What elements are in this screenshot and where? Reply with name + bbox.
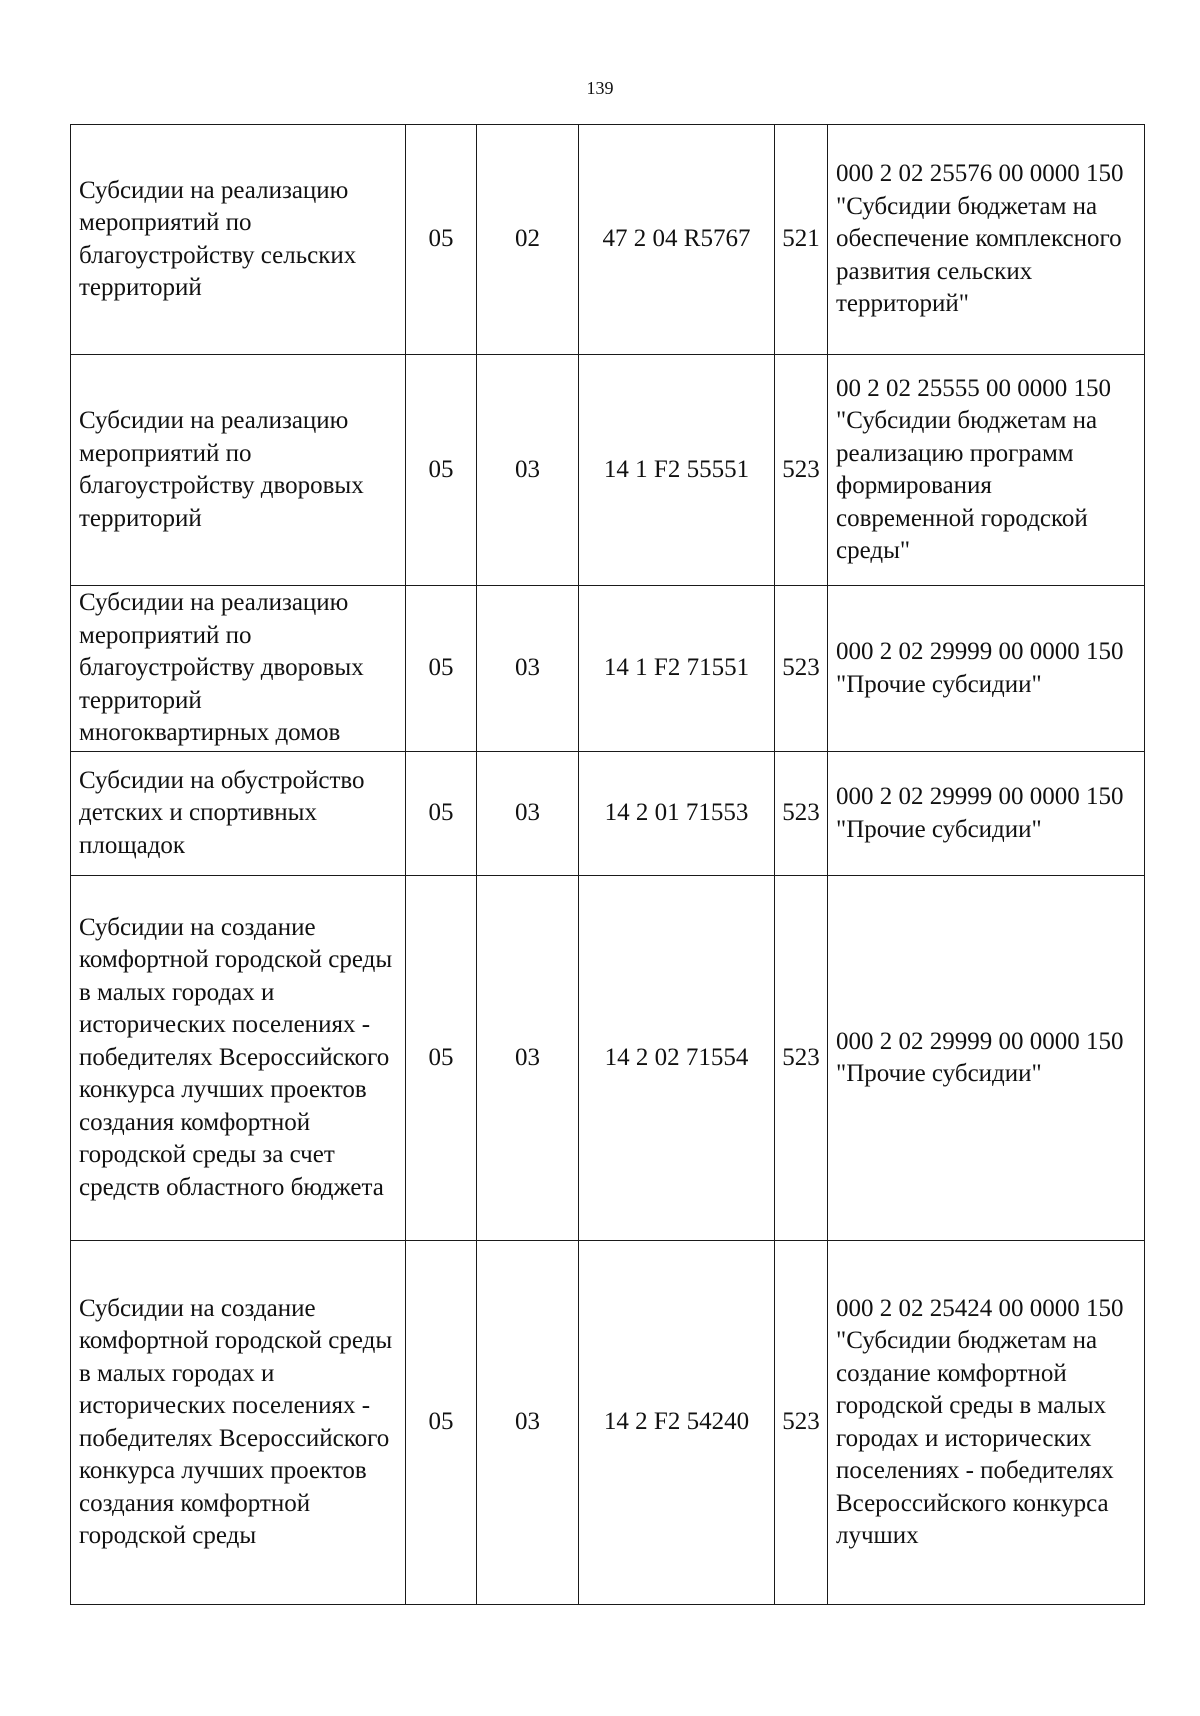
target-article-code: 14 2 01 71553 [579, 752, 775, 876]
expense-type-code: 523 [775, 355, 828, 586]
subsection-code: 03 [477, 586, 579, 752]
target-article-code: 14 2 02 71554 [579, 876, 775, 1241]
page-number: 139 [586, 78, 614, 98]
target-article-code: 14 2 F2 54240 [579, 1241, 775, 1605]
table-row [71, 752, 1145, 876]
row-name-cell [71, 1241, 406, 1605]
row-name: Субсидии на реализацию мероприятий по благоустройству сельских территорий [79, 176, 357, 301]
table-row [71, 125, 1145, 355]
income-code: 000 2 02 25424 00 0000 150 "Субсидии бюджетам на создание комфортной городской среды в малых городах и исторических поселениях - победителях Всероссийского конкурса лучших [836, 1294, 1124, 1549]
section-code: 05 [406, 125, 477, 355]
expense-type-code: 523 [775, 586, 828, 752]
row-name-cell [71, 752, 406, 876]
subsection-code: 02 [477, 125, 579, 355]
income-code: 00 2 02 25555 00 0000 150 "Субсидии бюджетам на реализацию программ формирования современной городской среды" [836, 374, 1111, 564]
row-name: Субсидии на создание комфортной городской среды в малых городах и исторических поселениях - победителях Всероссийского конкурса лучших проектов создания комфортной городской среды за счет средств областного бюджета [79, 913, 393, 1201]
income-code-cell [828, 1241, 1145, 1605]
target-article-code: 14 1 F2 71551 [579, 586, 775, 752]
table-row [71, 1241, 1145, 1605]
income-code: 000 2 02 29999 00 0000 150 "Прочие субсидии" [836, 783, 1124, 843]
table-row [71, 355, 1145, 586]
subsection-code: 03 [477, 752, 579, 876]
row-name: Субсидии на реализацию мероприятий по благоустройству дворовых территорий многоквартирных домов [79, 589, 364, 747]
row-name: Субсидии на создание комфортной городской среды в малых городах и исторических поселениях - победителях Всероссийского конкурса лучших проектов создания комфортной городской среды [79, 1294, 393, 1549]
target-article-code: 14 1 F2 55551 [579, 355, 775, 586]
income-code-cell [828, 125, 1145, 355]
row-name-cell [71, 125, 406, 355]
budget-table [70, 124, 1145, 1605]
subsection-code: 03 [477, 876, 579, 1241]
section-code: 05 [406, 1241, 477, 1605]
section-code: 05 [406, 876, 477, 1241]
table-row [71, 586, 1145, 752]
subsection-code: 03 [477, 1241, 579, 1605]
expense-type-code: 523 [775, 876, 828, 1241]
income-code: 000 2 02 25576 00 0000 150 "Субсидии бюджетам на обеспечение комплексного развития сельских территорий" [836, 160, 1124, 318]
row-name: Субсидии на реализацию мероприятий по благоустройству дворовых территорий [79, 407, 364, 532]
subsection-code: 03 [477, 355, 579, 586]
income-code: 000 2 02 29999 00 0000 150 "Прочие субсидии" [836, 1027, 1124, 1087]
row-name-cell [71, 876, 406, 1241]
table-row [71, 876, 1145, 1241]
section-code: 05 [406, 586, 477, 752]
income-code-cell [828, 752, 1145, 876]
income-code: 000 2 02 29999 00 0000 150 "Прочие субсидии" [836, 638, 1124, 698]
section-code: 05 [406, 752, 477, 876]
row-name: Субсидии на обустройство детских и спортивных площадок [79, 766, 365, 859]
expense-type-code: 521 [775, 125, 828, 355]
expense-type-code: 523 [775, 1241, 828, 1605]
target-article-code: 47 2 04 R5767 [579, 125, 775, 355]
row-name-cell [71, 586, 406, 752]
expense-type-code: 523 [775, 752, 828, 876]
section-code: 05 [406, 355, 477, 586]
income-code-cell [828, 586, 1145, 752]
income-code-cell [828, 355, 1145, 586]
row-name-cell [71, 355, 406, 586]
income-code-cell [828, 876, 1145, 1241]
